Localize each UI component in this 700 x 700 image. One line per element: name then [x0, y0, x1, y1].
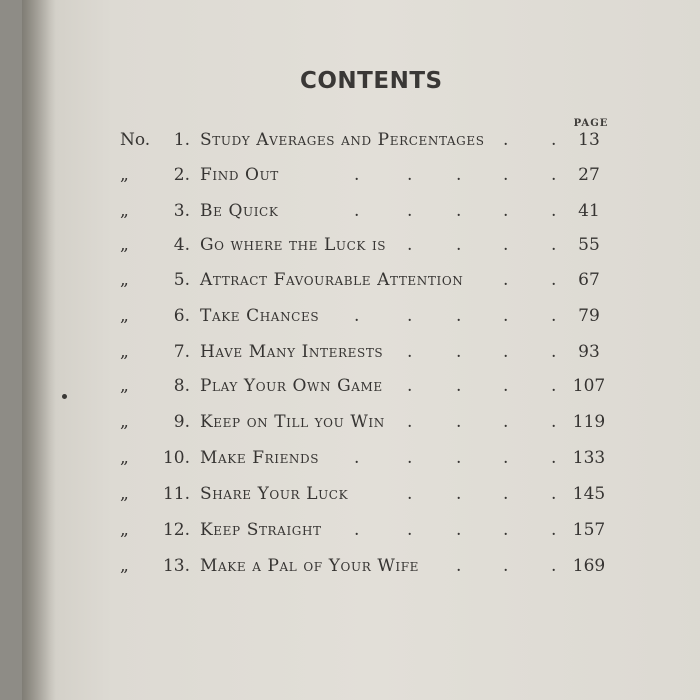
- entry-page: 41: [578, 201, 600, 221]
- entry-prefix: „: [120, 376, 129, 396]
- entry-title: Be Quick: [200, 201, 279, 221]
- entry-prefix: „: [120, 342, 129, 362]
- entry-number: 4.: [173, 235, 190, 255]
- leader-dot: .: [407, 306, 413, 326]
- leader-dot: .: [456, 412, 462, 432]
- leader-dot: .: [456, 376, 462, 396]
- entry-title: Attract Favourable Attention: [200, 270, 464, 290]
- entry-prefix: „: [120, 270, 129, 290]
- leader-dot: .: [503, 448, 509, 468]
- entry-number: 10.: [162, 448, 190, 468]
- leader-dot: .: [407, 412, 413, 432]
- leader-dot: .: [456, 556, 462, 576]
- entry-number: 12.: [162, 520, 190, 540]
- leader-dot: .: [456, 484, 462, 504]
- leader-dot: .: [551, 376, 557, 396]
- page-column-label: PAGE: [573, 118, 609, 129]
- leader-dot: .: [456, 165, 462, 185]
- leader-dot: .: [503, 520, 509, 540]
- entry-page: 79: [578, 306, 600, 326]
- leader-dot: .: [551, 130, 557, 150]
- entry-page: 145: [572, 484, 606, 504]
- leader-dot: .: [354, 201, 360, 221]
- leader-dot: .: [551, 165, 557, 185]
- leader-dot: .: [456, 306, 462, 326]
- toc-row: [0, 130, 700, 160]
- entry-number: 5.: [173, 270, 190, 290]
- leader-dot: .: [354, 165, 360, 185]
- leader-dot: .: [551, 448, 557, 468]
- leader-dot: .: [551, 520, 557, 540]
- entry-prefix: „: [120, 235, 129, 255]
- leader-dot: .: [407, 484, 413, 504]
- entry-prefix: „: [120, 306, 129, 326]
- entry-title: Play Your Own Game: [200, 376, 383, 396]
- entry-title: Keep on Till you Win: [200, 412, 385, 432]
- entry-page: 157: [572, 520, 606, 540]
- leader-dot: .: [407, 448, 413, 468]
- entry-prefix: „: [120, 448, 129, 468]
- entry-prefix: „: [120, 484, 129, 504]
- toc-row: [0, 376, 700, 406]
- entry-number: 13.: [162, 556, 190, 576]
- toc-row: [0, 270, 700, 300]
- leader-dot: .: [354, 520, 360, 540]
- entry-number: 1.: [173, 130, 190, 150]
- toc-row: [0, 448, 700, 478]
- leader-dot: .: [503, 342, 509, 362]
- leader-dot: .: [503, 376, 509, 396]
- leader-dot: .: [354, 306, 360, 326]
- entry-prefix: „: [120, 412, 129, 432]
- toc-row: [0, 412, 700, 442]
- leader-dot: .: [407, 165, 413, 185]
- leader-dot: .: [551, 270, 557, 290]
- leader-dot: .: [551, 484, 557, 504]
- entry-prefix: „: [120, 520, 129, 540]
- leader-dot: .: [407, 342, 413, 362]
- entry-number: 11.: [162, 484, 190, 504]
- toc-row: [0, 306, 700, 336]
- entry-prefix: „: [120, 165, 129, 185]
- entry-number: 9.: [173, 412, 190, 432]
- toc-row: [0, 520, 700, 550]
- entry-title: Have Many Interests: [200, 342, 384, 362]
- leader-dot: .: [503, 201, 509, 221]
- leader-dot: .: [551, 412, 557, 432]
- entry-page: 133: [572, 448, 606, 468]
- entry-title: Find Out: [200, 165, 279, 185]
- leader-dot: .: [456, 448, 462, 468]
- toc-row: [0, 201, 700, 231]
- leader-dot: .: [551, 235, 557, 255]
- leader-dot: .: [503, 235, 509, 255]
- entry-title: Go where the Luck is: [200, 235, 387, 255]
- entry-number: 6.: [173, 306, 190, 326]
- entry-title: Make a Pal of Your Wife: [200, 556, 420, 576]
- entry-page: 27: [578, 165, 600, 185]
- leader-dot: .: [456, 342, 462, 362]
- leader-dot: .: [503, 412, 509, 432]
- entry-page: 119: [572, 412, 606, 432]
- entry-page: 169: [572, 556, 606, 576]
- contents-title: CONTENTS: [300, 68, 443, 94]
- entry-title: Keep Straight: [200, 520, 322, 540]
- leader-dot: .: [503, 484, 509, 504]
- leader-dot: .: [503, 270, 509, 290]
- leader-dot: .: [551, 556, 557, 576]
- leader-dot: .: [354, 448, 360, 468]
- leader-dot: .: [407, 520, 413, 540]
- leader-dot: .: [456, 235, 462, 255]
- leader-dot: .: [407, 235, 413, 255]
- entry-page: 55: [578, 235, 600, 255]
- toc-row: [0, 342, 700, 372]
- entry-page: 107: [572, 376, 606, 396]
- toc-row: [0, 165, 700, 195]
- leader-dot: .: [551, 306, 557, 326]
- leader-dot: .: [551, 342, 557, 362]
- entry-prefix: „: [120, 556, 129, 576]
- entry-title: Make Friends: [200, 448, 320, 468]
- entry-prefix: „: [120, 201, 129, 221]
- leader-dot: .: [456, 201, 462, 221]
- leader-dot: .: [407, 376, 413, 396]
- entry-prefix: No.: [120, 130, 151, 150]
- leader-dot: .: [503, 130, 509, 150]
- leader-dot: .: [503, 165, 509, 185]
- toc-row: [0, 484, 700, 514]
- entry-title: Share Your Luck: [200, 484, 349, 504]
- leader-dot: .: [551, 201, 557, 221]
- entry-title: Study Averages and Percentages: [200, 130, 485, 150]
- entry-page: 93: [578, 342, 600, 362]
- entry-number: 8.: [173, 376, 190, 396]
- leader-dot: .: [503, 306, 509, 326]
- entry-title: Take Chances: [200, 306, 320, 326]
- entry-number: 3.: [173, 201, 190, 221]
- leader-dot: .: [503, 556, 509, 576]
- entry-number: 2.: [173, 165, 190, 185]
- entry-page: 13: [578, 130, 600, 150]
- toc-row: [0, 556, 700, 586]
- entry-page: 67: [578, 270, 600, 290]
- toc-row: [0, 235, 700, 265]
- entry-number: 7.: [173, 342, 190, 362]
- leader-dot: .: [407, 201, 413, 221]
- leader-dot: .: [456, 520, 462, 540]
